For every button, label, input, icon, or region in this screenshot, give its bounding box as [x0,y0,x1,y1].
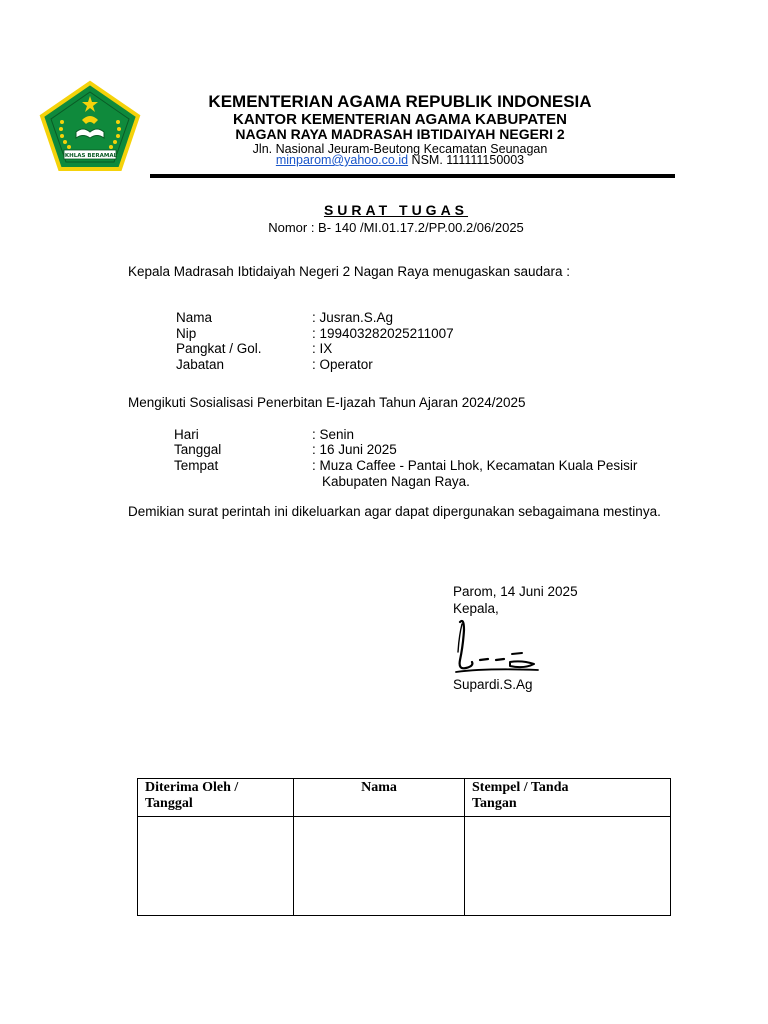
event-label: Tanggal [174,442,222,457]
purpose-paragraph: Mengikuti Sosialisasi Penerbitan E-Ijazah Tahun Ajaran 2024/2025 [128,395,526,410]
header-text: Diterima Oleh / [145,780,239,795]
event-value: : Muza Caffee - Pantai Lhok, Kecamatan Kuala Pesisir [312,458,638,473]
person-label: Nama [176,310,213,325]
person-label: Pangkat / Gol. [176,341,262,356]
person-value: : Operator [312,357,373,372]
receipt-table [137,778,671,916]
event-label: Hari [174,427,199,442]
document-number: Nomor : B- 140 /MI.01.17.2/PP.00.2/06/2025 [268,220,524,235]
header-text: Tanggal [145,796,193,811]
header-text: Tangan [472,796,517,811]
event-value: : 16 Juni 2025 [312,442,397,457]
event-value: : Senin [312,427,355,442]
table-header-row [138,779,671,817]
letterhead-contact [150,153,650,167]
intro-paragraph: Kepala Madrasah Ibtidaiyah Negeri 2 Nagan Raya menugaskan saudara : [128,264,571,279]
header-stamp-signature [465,779,671,817]
email-link[interactable]: minparom@yahoo.co.id [275,153,409,167]
signatory-name: Supardi.S.Ag [453,677,533,692]
signature-place-date: Parom, 14 Juni 2025 [453,584,578,599]
letterhead-line-1: KEMENTERIAN AGAMA REPUBLIK INDONESIA [208,92,592,111]
person-value: : Jusran.S.Ag [312,310,394,325]
letterhead-divider [150,174,675,178]
header-received-by [138,779,294,817]
person-label: Jabatan [176,357,225,372]
person-value: : 199403282025211007 [312,326,454,341]
handwritten-signature [446,616,544,680]
event-place-continuation: Kabupaten Nagan Raya. [322,474,470,489]
letterhead-line-3: NAGAN RAYA MADRASAH IBTIDAIYAH NEGERI 2 [235,126,565,142]
signature-role: Kepala, [453,601,499,616]
table-row [138,817,671,916]
event-label: Tempat [174,458,219,473]
header-name [294,779,465,817]
svg-text:IKHLAS BERAMAL: IKHLAS BERAMAL [62,153,118,159]
person-value: : IX [312,341,333,356]
letterhead-address: Jln. Nasional Jeuram-Beutong Kecamatan Seunagan [252,142,548,156]
cell-stamp-signature[interactable] [465,817,671,916]
closing-paragraph: Demikian surat perintah ini dikeluarkan agar dapat dipergunakan sebagaimana mestinya. [128,504,661,519]
header-text: Nama [361,780,397,795]
letterhead-line-2: KANTOR KEMENTERIAN AGAMA KABUPATEN [233,111,567,128]
cell-received-by[interactable] [138,817,294,916]
cell-name[interactable] [294,817,465,916]
ministry-logo [38,80,142,172]
header-text: Stempel / Tanda [472,780,569,795]
document-title: SURAT TUGAS [323,202,469,218]
nsm-number: NSM. 111111150003 [411,153,525,167]
person-label: Nip [176,326,197,341]
